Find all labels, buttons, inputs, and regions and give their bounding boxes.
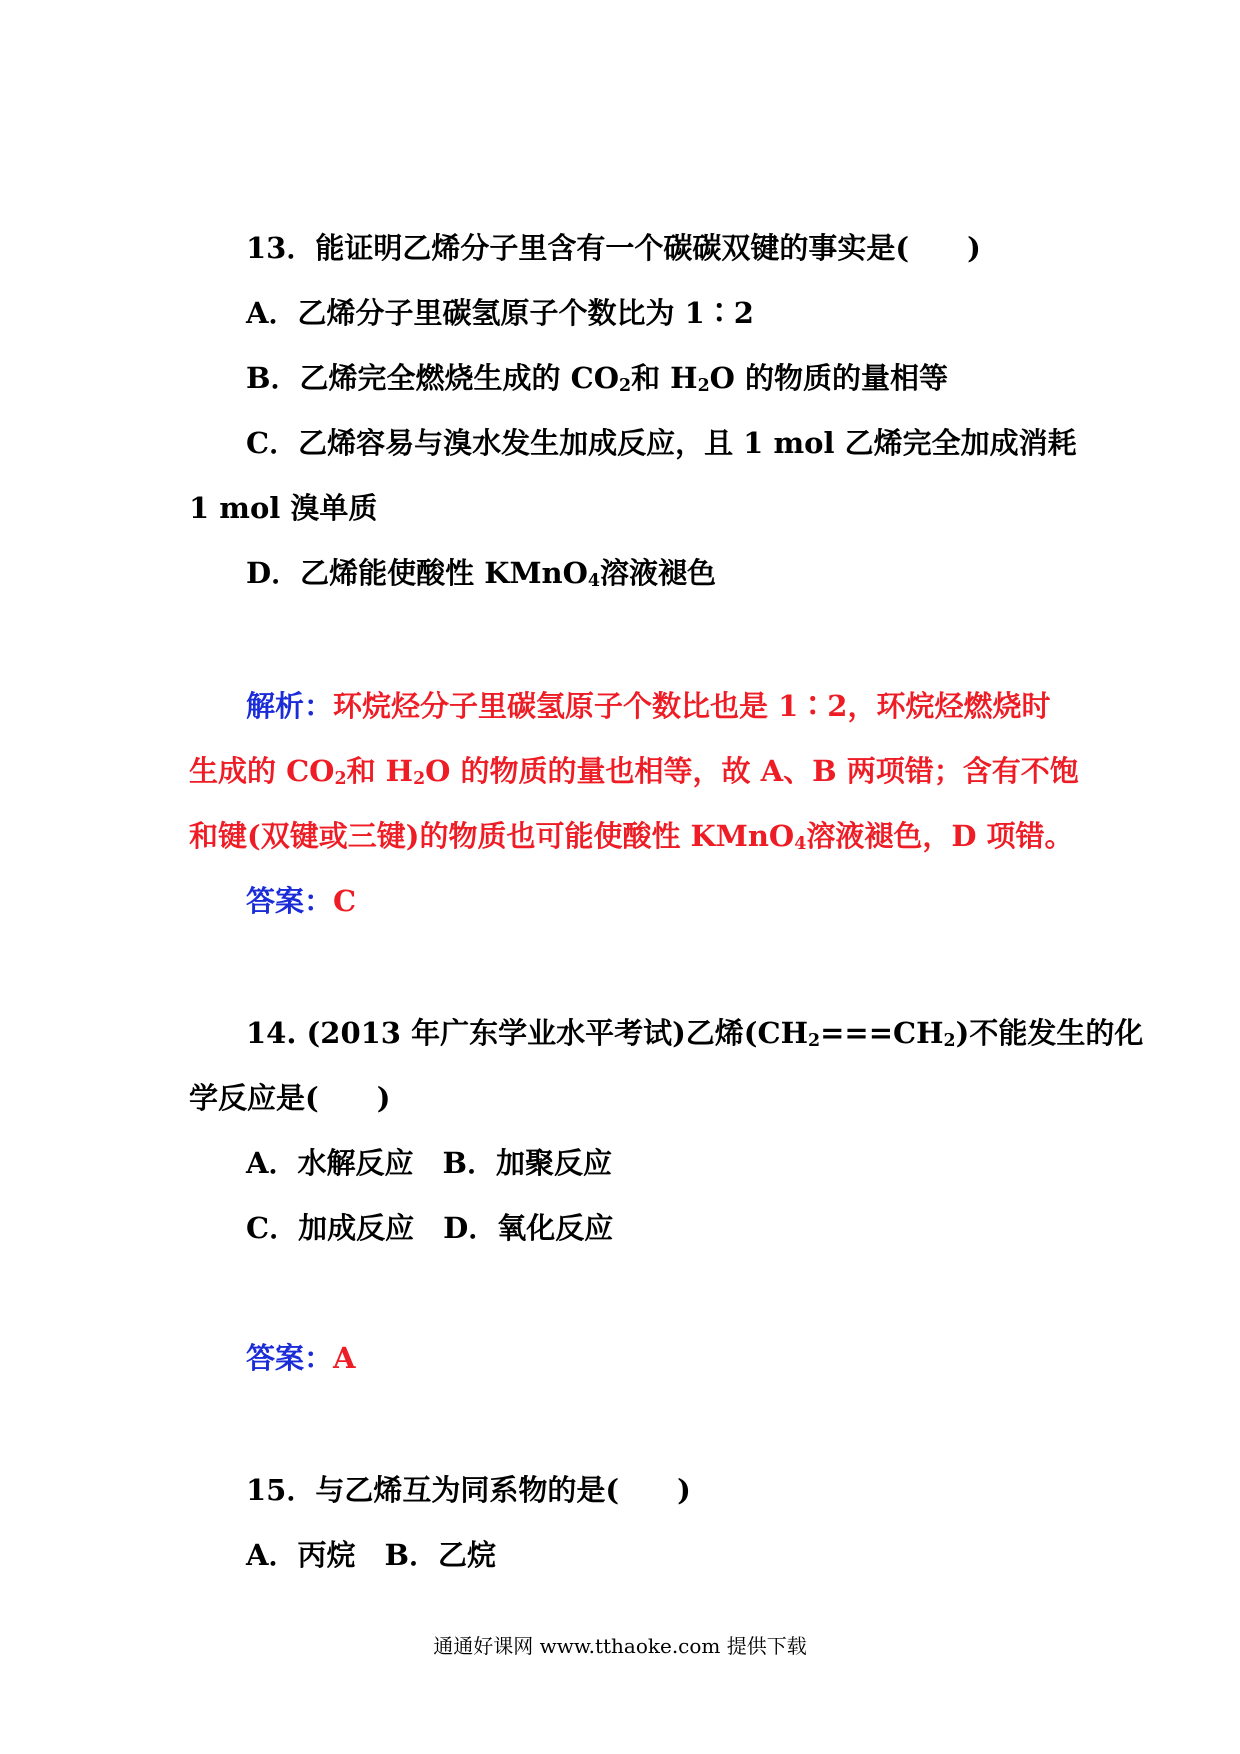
analysis-text-1: 环烷烃分子里碳氢原子个数比也是 1∶2，环烷烃燃烧时 — [333, 689, 1051, 723]
subscript-2: 2 — [697, 376, 710, 396]
subscript-2: 2 — [334, 769, 347, 789]
q13-option-d-text-2: 溶液褪色 — [600, 556, 717, 590]
q13-analysis-line1 — [246, 686, 1050, 726]
q13-option-d — [246, 553, 716, 593]
q13-option-b-text-2: 和 H — [631, 361, 698, 395]
q13-option-d-text-1: D．乙烯能使酸性 KMnO — [246, 556, 588, 590]
analysis-label: 解析： — [246, 689, 334, 723]
analysis-text-2b: 和 H — [346, 754, 414, 788]
page-footer: 通通好课网 www.tthaoke.com 提供下载 — [433, 1634, 807, 1658]
q14-stem-text-1: 14. (2013 年广东学业水平考试)乙烯(CH — [246, 1016, 809, 1050]
answer-value: A — [333, 1341, 356, 1375]
subscript-4: 4 — [587, 571, 601, 591]
q13-option-a: A．乙烯分子里碳氢原子个数比为 1∶2 — [246, 296, 754, 330]
analysis-text-3b: 溶液褪色，D 项错。 — [806, 819, 1074, 853]
q13-option-c-line2: 1 mol 溴单质 — [189, 491, 378, 525]
analysis-text-2a: 生成的 CO — [189, 754, 335, 788]
subscript-2: 2 — [943, 1031, 956, 1051]
q14-options-row2: C．加成反应 D．氧化反应 — [246, 1211, 614, 1245]
q14-options-row1: A．水解反应 B．加聚反应 — [246, 1146, 613, 1180]
subscript-2: 2 — [413, 769, 426, 789]
subscript-4: 4 — [794, 834, 807, 854]
q15-options-row1: A．丙烷 B．乙烷 — [246, 1538, 497, 1572]
q14-answer — [246, 1338, 356, 1378]
q14-stem-line2: 学反应是( ) — [189, 1081, 391, 1115]
q13-option-b-text-3: O 的物质的量相等 — [709, 361, 949, 395]
q13-option-c-line1: C．乙烯容易与溴水发生加成反应，且 1 mol 乙烯完全加成消耗 — [246, 426, 1077, 460]
analysis-text-2c: O 的物质的量也相等，故 A、B 两项错；含有不饱 — [425, 754, 1079, 788]
analysis-text-3a: 和键(双键或三键)的物质也可能使酸性 KMnO — [189, 819, 795, 853]
q13-option-b — [246, 358, 948, 398]
answer-value: C — [333, 884, 357, 918]
q14-stem-text-3: )不能发生的化 — [955, 1016, 1144, 1050]
q13-answer — [246, 881, 356, 921]
q14-stem-text-2: ===CH — [820, 1016, 944, 1050]
subscript-2: 2 — [808, 1031, 821, 1051]
answer-label: 答案： — [246, 1341, 334, 1375]
q13-option-b-text-1: B．乙烯完全燃烧生成的 CO — [246, 361, 619, 395]
q13-analysis-line2 — [189, 751, 1079, 791]
q13-stem: 13．能证明乙烯分子里含有一个碳碳双键的事实是( ) — [246, 231, 981, 265]
q13-analysis-line3 — [189, 816, 1074, 856]
answer-label: 答案： — [246, 884, 334, 918]
subscript-2: 2 — [618, 376, 632, 396]
q15-stem: 15．与乙烯互为同系物的是( ) — [246, 1473, 691, 1507]
q14-stem-line1 — [246, 1013, 1143, 1053]
